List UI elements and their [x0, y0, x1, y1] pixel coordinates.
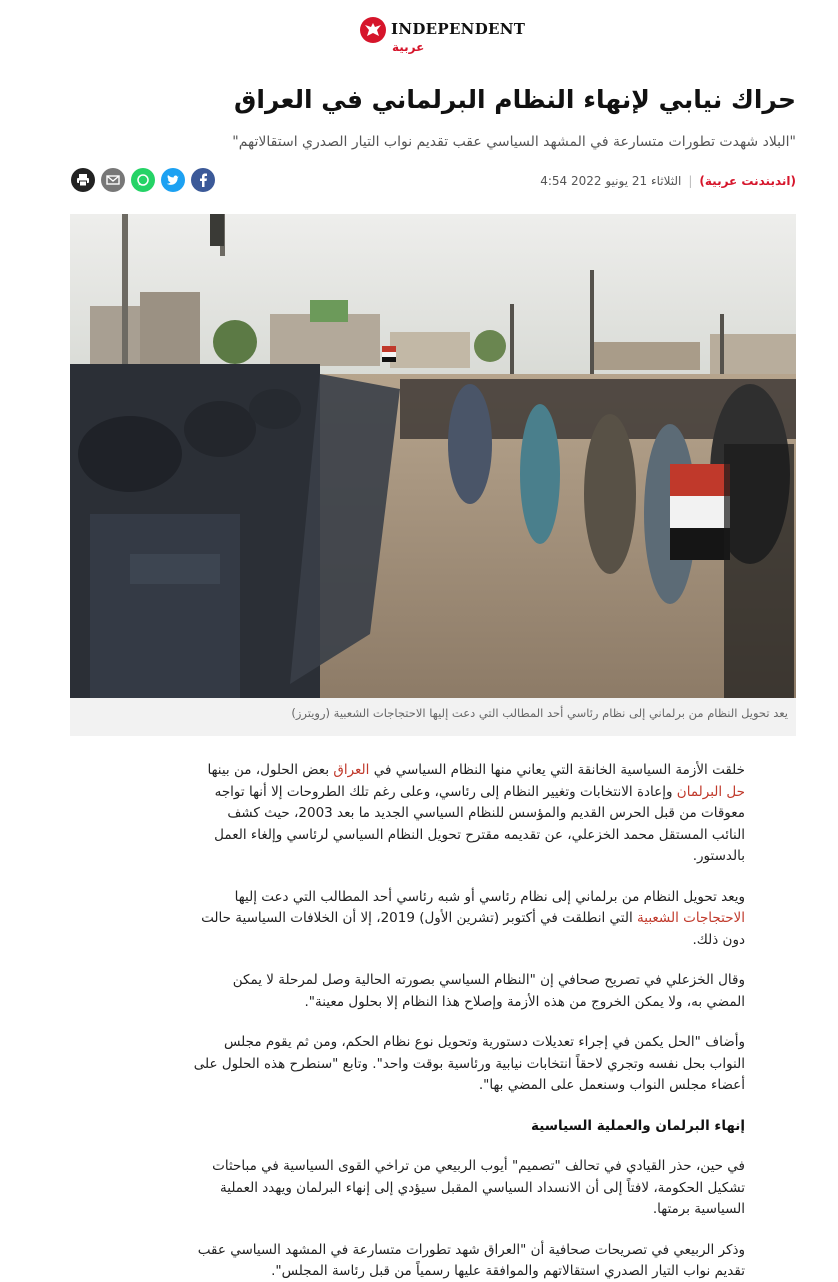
facebook-icon[interactable] [191, 168, 215, 192]
section-heading: إنهاء البرلمان والعملية السياسية [531, 1117, 745, 1134]
article-body [193, 760, 745, 1282]
email-icon[interactable] [101, 168, 125, 192]
paragraph: وذكر الربيعي في تصريحات صحافية أن "العراق شهد تطورات متسارعة في المشهد السياسي عقب تقديم نواب التيار الصدري استقالاتهم والموافقة عليها رسمياً من قبل رئاسة المجلس". [197, 1241, 745, 1279]
paragraph: وأضاف "الحل يكمن في إجراء تعديلات دستورية وتحويل نوع نظام الحكم، ومن ثم يقوم مجلس النواب بحل نفسه وتجري لاحقاً انتخابات نيابية ورئاسية بوقت واحد". وتابع "سنطرح هذه الحلول على أعضاء مجلس النواب وسنعمل على المضي بها". [193, 1034, 745, 1093]
article-meta [540, 171, 796, 191]
logo-sub: عربية [392, 40, 425, 54]
eagle-icon [360, 17, 386, 43]
paragraph-text: ويعد تحويل النظام من برلماني إلى نظام رئاسي أو شبه رئاسي أحد المطالب التي دعت إليها [234, 888, 745, 905]
paragraph [193, 887, 745, 952]
print-icon[interactable] [71, 168, 95, 192]
paragraph [193, 760, 745, 868]
meta-separator: | [688, 174, 693, 188]
article-source[interactable]: (اندبندنت عربية) [699, 174, 796, 188]
share-bar [71, 168, 215, 192]
article-subheadline: "البلاد شهدت تطورات متسارعة في المشهد السياسي عقب تقديم نواب التيار الصدري استقالاتهم" [232, 134, 796, 150]
site-logo[interactable] [356, 14, 526, 58]
link-dissolve-parliament[interactable]: حل البرلمان [676, 783, 745, 800]
image-caption: يعد تحويل النظام من برلماني إلى نظام رئاسي أحد المطالب التي دعت إليها الاحتجاجات الشعبية (رويترز) [70, 698, 796, 736]
link-iraq[interactable]: العراق [333, 762, 370, 778]
paragraph-text: التي انطلقت في أكتوبر (تشرين الأول) 2019، إلا أن الخلافات السياسية حالت دون ذلك. [201, 910, 745, 948]
article-date: الثلاثاء 21 يونيو 2022 4:54 [540, 174, 682, 188]
page-title: حراك نيابي لإنهاء النظام البرلماني في العراق [234, 85, 796, 114]
logo-wordmark: INDEPENDENT [391, 20, 526, 38]
whatsapp-icon[interactable] [131, 168, 155, 192]
paragraph: وقال الخزعلي في تصريح صحافي إن "النظام السياسي بصورته الحالية وصل لمرحلة لا يمكن المضي به، ولا يمكن الخروج من هذه الأزمة وإصلاح هذا النظام إلا بحلول معينة". [232, 972, 745, 1010]
link-protests[interactable]: الاحتجاجات الشعبية [637, 910, 745, 926]
twitter-icon[interactable] [161, 168, 185, 192]
article-image [70, 214, 796, 698]
paragraph-text: خلقت الأزمة السياسية الخانقة التي يعاني منها النظام السياسي في [369, 762, 745, 778]
paragraph-text: بعض الحلول، من بينها [207, 762, 334, 778]
paragraph: في حين، حذر القيادي في تحالف "تصميم" أيوب الربيعي من تراخي القوى السياسية في مباحثات تشكيل الحكومة، لافتاً إلى أن الانسداد السياسي المقبل سيؤدي إلى إنهاء البرلمان ويهدد العملية السياسية برمتها. [212, 1158, 745, 1217]
paragraph-text: وإعادة الانتخابات وتغيير النظام إلى رئاسي، وعلى رغم تلك الطروحات إلا أنها تواجه معوقات من قبل الحرس القديم والمؤسس للنظام السياسي الجديد ما بعد 2003، حيث كشف النائب المستقل محمد الخزعلي، عن تقديمه مقترح تحويل النظام السياسي لرئاسي وإلغاء العمل بالدستور. [214, 783, 745, 864]
